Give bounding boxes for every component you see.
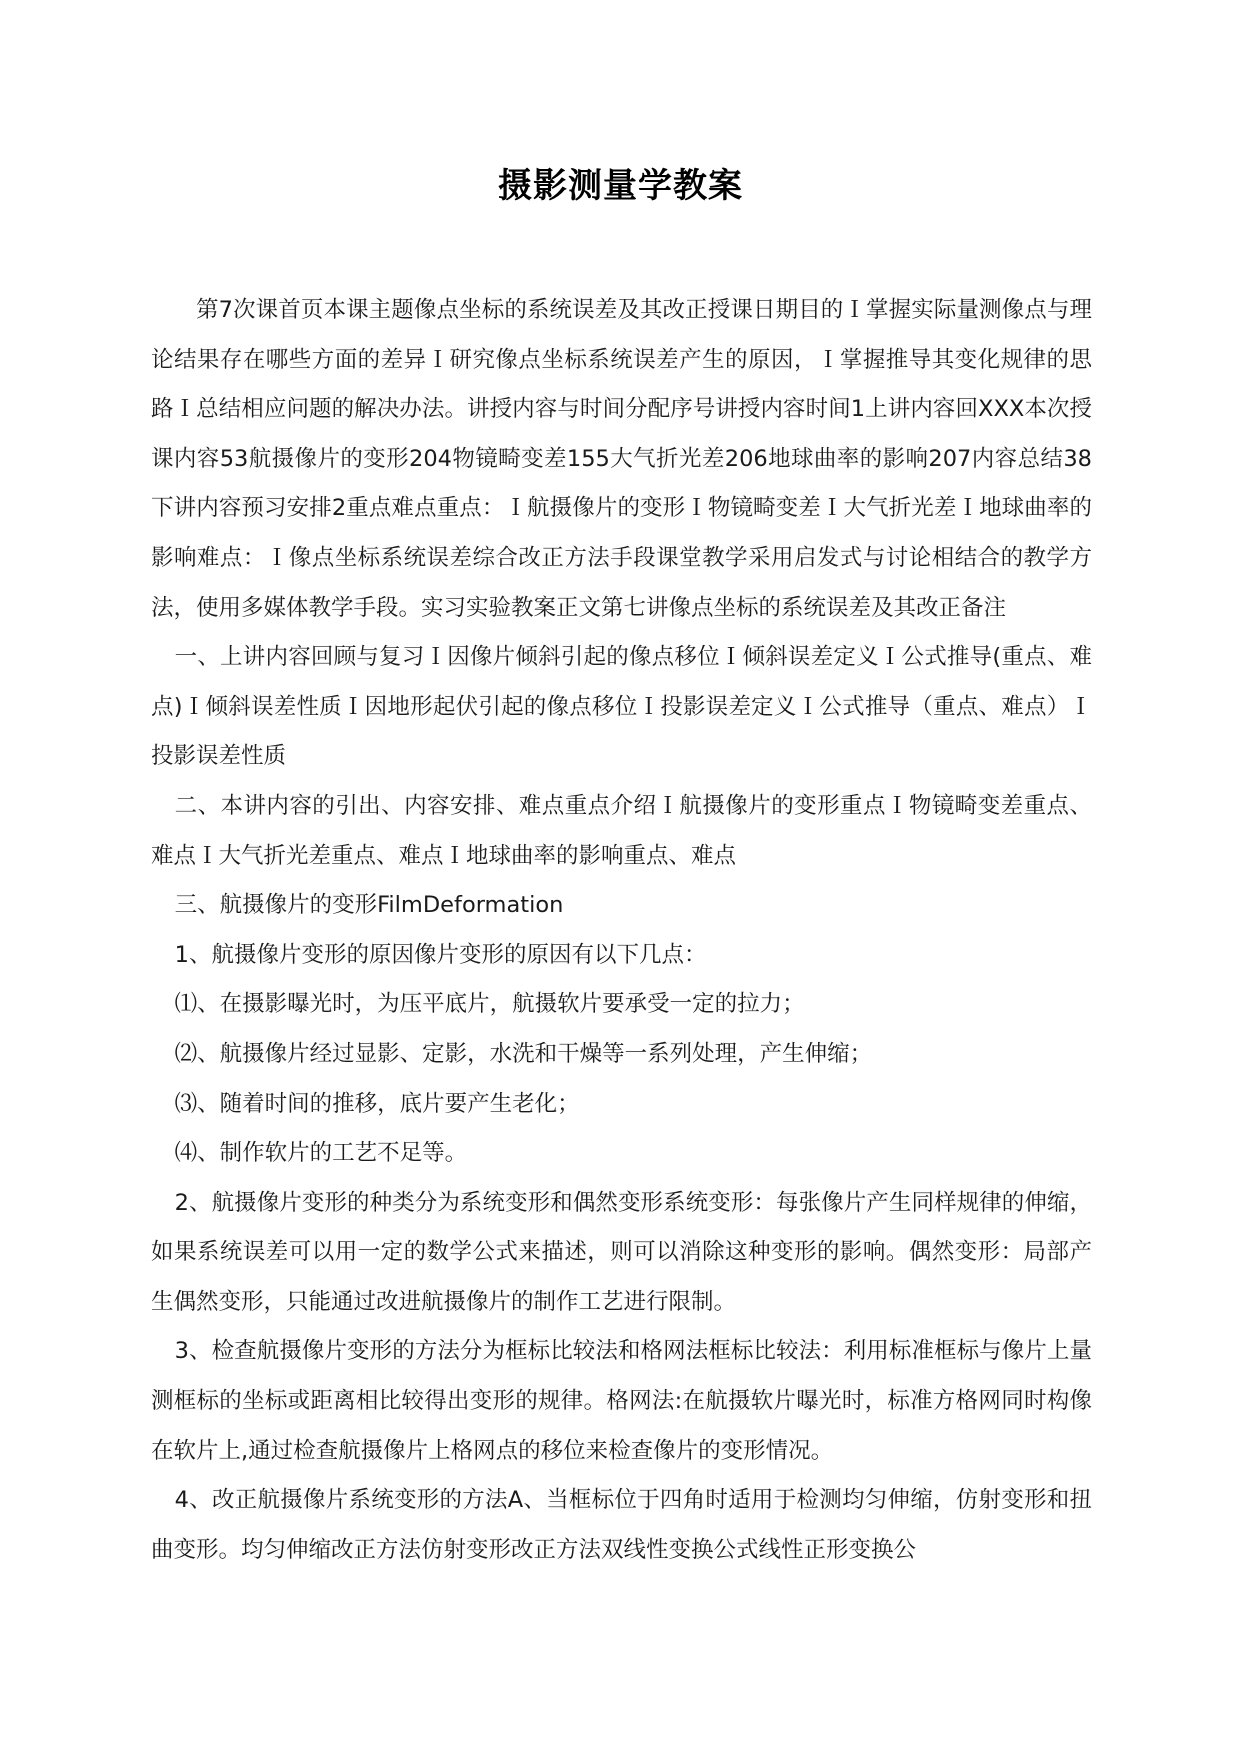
list-item-cause-1: ⑴、在摄影曝光时，为压平底片，航摄软片要承受一定的拉力；: [174, 991, 805, 1018]
paragraph-inspection-methods: 3、检查航摄像片变形的方法分为框标比较法和格网法框标比较法：利用标准框标与像片上量测框标的坐标或距离相比较得出变形的规律。格网法:在航摄软片曝光时，标准方格网同时构像在软片上,通过检查航摄像片上格网点的移位来检查像片的变形情况。: [151, 1338, 1092, 1464]
list-item-cause-3: ⑶、随着时间的推移，底片要产生老化；: [174, 1090, 580, 1117]
paragraph-deformation-types: 2、航摄像片变形的种类分为系统变形和偶然变形系统变形：每张像片产生同样规律的伸缩，如果系统误差可以用一定的数学公式来描述，则可以消除这种变形的影响。偶然变形：局部产生偶然变形，只能通过改进航摄像片的制作工艺进行限制。: [151, 1189, 1092, 1315]
paragraph-deformation-causes: 1、航摄像片变形的原因像片变形的原因有以下几点：: [174, 941, 707, 968]
paragraph-introduction: 二、本讲内容的引出、内容安排、难点重点介绍Ｉ航摄像片的变形重点Ｉ物镜畸变差重点、难点Ｉ大气折光差重点、难点Ｉ地球曲率的影响重点、难点: [151, 792, 1092, 869]
paragraph-lesson-overview: 第7次课首页本课主题像点坐标的系统误差及其改正授课日期目的Ｉ掌握实际量测像点与理论结果存在哪些方面的差异Ｉ研究像点坐标系统误差产生的原因，Ｉ掌握推导其变化规律的思路Ｉ总结相应问题的解决办法。讲授内容与时间分配序号讲授内容时间1上讲内容回XXX本次授课内容53航摄像片的变形204物镜畸变差155大气折光差206地球曲率的影响207内容总结38下讲内容预习安排2重点难点重点：Ｉ航摄像片的变形Ｉ物镜畸变差Ｉ大气折光差Ｉ地球曲率的影响难点：Ｉ像点坐标系统误差综合改正方法手段课堂教学采用启发式与讨论相结合的教学方法，使用多媒体教学手段。实习实验教案正文第七讲像点坐标的系统误差及其改正备注: [151, 297, 1092, 621]
list-item-cause-2: ⑵、航摄像片经过显影、定影，水洗和干燥等一系列处理，产生伸缩；: [174, 1040, 873, 1067]
paragraph-review: 一、上讲内容回顾与复习Ｉ因像片倾斜引起的像点移位Ｉ倾斜误差定义Ｉ公式推导(重点、难点)Ｉ倾斜误差性质Ｉ因地形起伏引起的像点移位Ｉ投影误差定义Ｉ公式推导（重点、难点）Ｉ投影误差性质: [151, 644, 1092, 770]
paragraph-correction-methods: 4、改正航摄像片系统变形的方法A、当框标位于四角时适用于检测均匀伸缩，仿射变形和扭曲变形。均匀伸缩改正方法仿射变形改正方法双线性变换公式线性正形变换公: [151, 1487, 1092, 1563]
document-body: [151, 286, 1092, 1575]
section-heading-film-deformation: 三、航摄像片的变形FilmDeformation: [174, 892, 564, 919]
document-title: 摄影测量学教案: [498, 166, 743, 206]
list-item-cause-4: ⑷、制作软片的工艺不足等。: [174, 1140, 468, 1167]
